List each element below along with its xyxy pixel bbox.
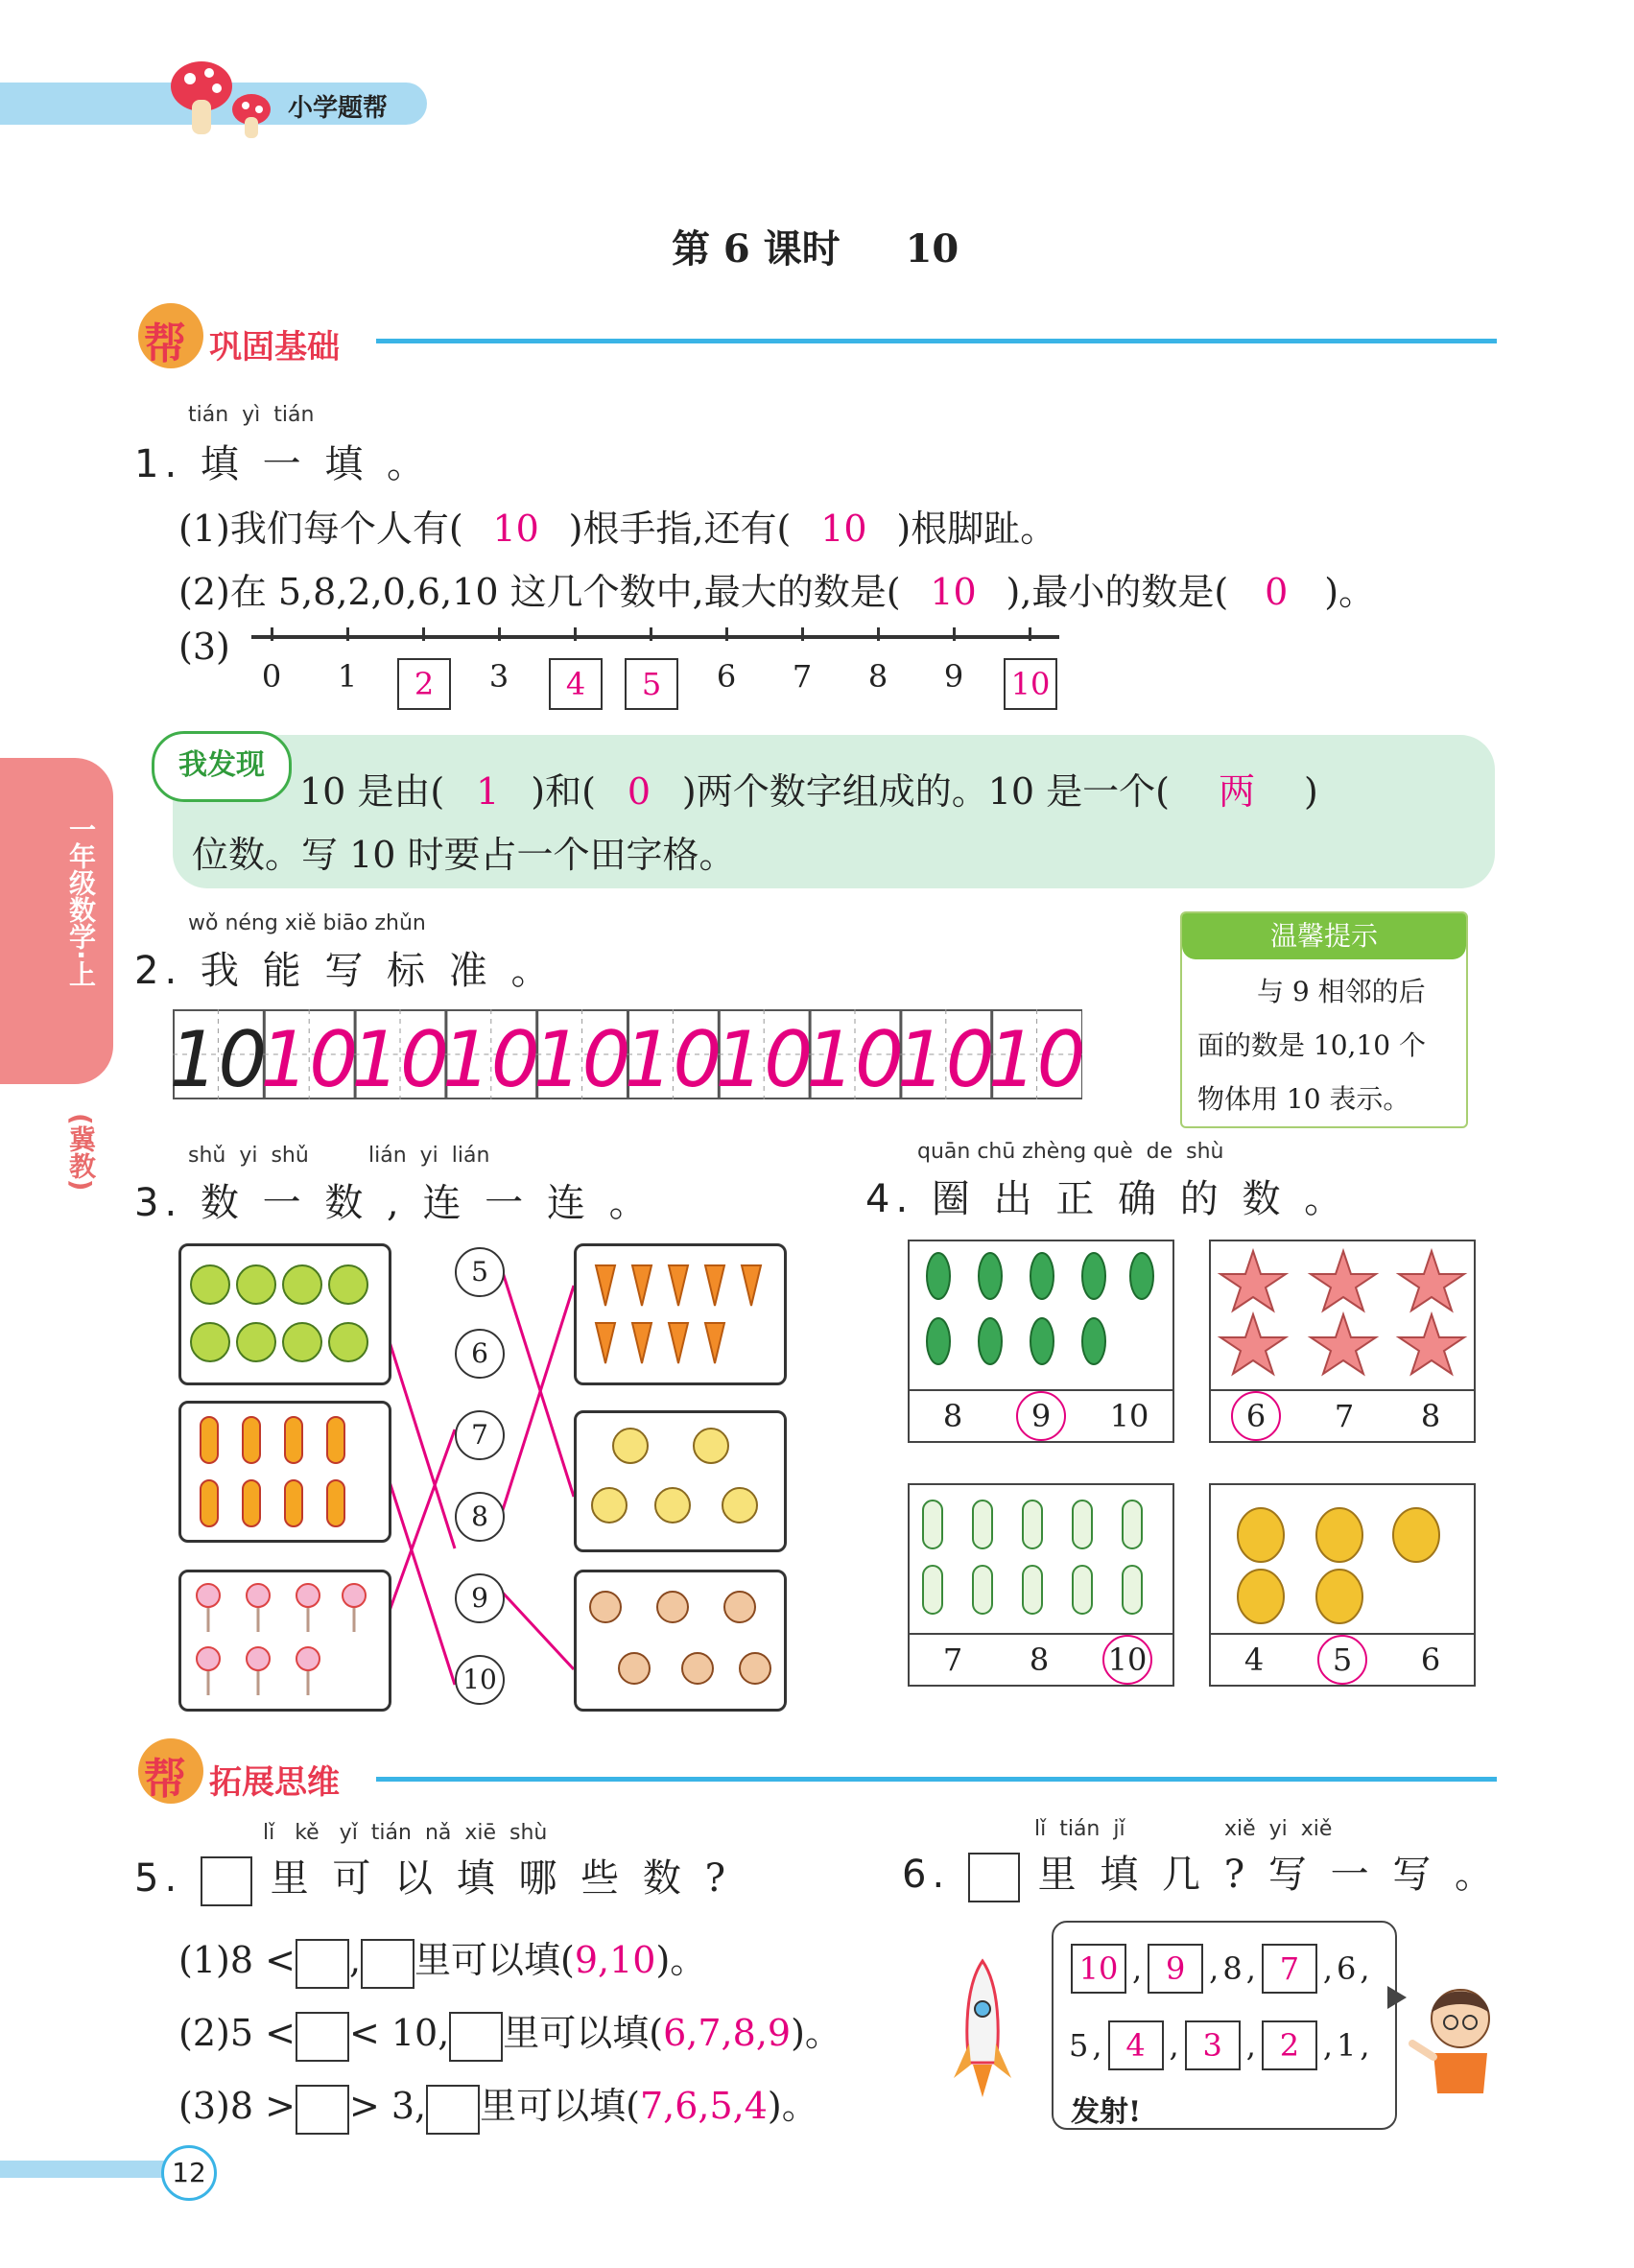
- written-digit: 10: [896, 1015, 995, 1099]
- q1-heading: 1. 填 一 填 。: [134, 442, 432, 486]
- written-digit: 10: [806, 1015, 904, 1099]
- q4-options: [1211, 1633, 1474, 1685]
- q5-part3: (3)8 > > 3, 里可以填(7,6,5,4)。: [178, 2076, 818, 2135]
- q5-pinyin: lǐ kě yǐ tián nǎ xiē shù: [263, 1821, 548, 1845]
- section-title: 巩固基础: [209, 328, 340, 366]
- separator: ,: [1209, 1950, 1220, 1987]
- answer: 10: [930, 571, 977, 613]
- number-line-answer-box: 10: [1006, 658, 1054, 710]
- boy-illustration: [1407, 1980, 1503, 2095]
- q4-card-pineapples: [1209, 1483, 1476, 1687]
- blank-box: [296, 1939, 349, 1989]
- discover-line1: 10 是由( 1 )和( 0 )两个数字组成的。10 是一个( 两 ): [299, 770, 1318, 813]
- separator: ,: [1245, 2027, 1256, 2064]
- number-line-answer-box: 2: [399, 658, 447, 710]
- blank-box: [296, 2012, 349, 2062]
- q4-options: [910, 1389, 1172, 1441]
- option[interactable]: 7: [942, 1642, 963, 1678]
- discover-badge: 我发现: [152, 731, 292, 802]
- option[interactable]: 7: [1334, 1398, 1355, 1434]
- circled-option[interactable]: 10: [1102, 1635, 1152, 1685]
- option[interactable]: 8: [1029, 1642, 1050, 1678]
- separator: ,: [1322, 2027, 1334, 2064]
- number-line-label: 3: [488, 658, 509, 695]
- written-digit: 10: [260, 1015, 359, 1099]
- q6-pinyin-b: xiě yi xiě: [1224, 1817, 1333, 1841]
- written-digit: 10: [173, 1015, 268, 1099]
- balls-panel: [178, 1243, 391, 1385]
- separator: ,: [1245, 1950, 1256, 1987]
- option[interactable]: 8: [1420, 1398, 1441, 1434]
- q1-part2: (2)在 5,8,2,0,6,10 这几个数中,最大的数是( 10 ),最小的数是( 0 )。: [178, 571, 1376, 613]
- page-number: 12: [161, 2145, 217, 2201]
- option[interactable]: 8: [942, 1398, 963, 1434]
- sequence-number: 1: [1337, 2027, 1357, 2064]
- blank-box: [296, 2085, 349, 2135]
- bubble-tail: [1387, 1986, 1407, 2009]
- brand-name: 小学题帮: [288, 94, 389, 123]
- answer-box: 7: [1262, 1944, 1317, 1994]
- number-line-answer-box: 5: [627, 658, 675, 710]
- number-line-label: 0: [261, 658, 282, 695]
- answer: 10: [820, 508, 867, 550]
- number-circle[interactable]: 9: [455, 1573, 505, 1623]
- number-circle[interactable]: 7: [455, 1410, 505, 1460]
- side-tab-label: 一年级数学·上: [65, 815, 97, 987]
- lesson-topic: 10: [905, 226, 959, 272]
- written-digit: 10: [533, 1015, 631, 1099]
- separator: ,: [1169, 2027, 1179, 2064]
- circled-option[interactable]: 9: [1016, 1391, 1066, 1441]
- separator: ,: [1322, 1950, 1334, 1987]
- tip-text-1: 与 9 相邻的后: [1257, 976, 1426, 1007]
- q6-pinyin-a: lǐ tián jǐ: [1034, 1817, 1125, 1841]
- q6-row2: [1069, 2020, 1374, 2070]
- circled-option[interactable]: 5: [1317, 1635, 1367, 1685]
- option[interactable]: 4: [1243, 1642, 1265, 1678]
- number-line-label: 9: [943, 658, 964, 695]
- q1-text: 填 一 填 。: [200, 442, 432, 486]
- q1-part1: (1)我们每个人有( 10 )根手指,还有( 10 )根脚趾。: [178, 508, 1057, 550]
- written-digit: 10: [351, 1015, 449, 1099]
- sequence-number: 5: [1069, 2027, 1089, 2064]
- number-line-label: 6: [716, 658, 737, 695]
- seahorses-panel: [178, 1401, 391, 1543]
- blank-box: [449, 2012, 503, 2062]
- q5-part1: (1)8 < , 里可以填(9,10)。: [178, 1930, 706, 1989]
- launch-text: 发射!: [1071, 2095, 1142, 2129]
- q2-heading: 2. 我 能 写 标 准 。: [134, 949, 556, 993]
- number-line-label: 7: [792, 658, 813, 695]
- q6-heading: 6. 里 填 几 ? 写 一 写 。: [902, 1844, 1499, 1902]
- number-line-label: 1: [337, 658, 358, 695]
- written-digit: 10: [987, 1015, 1082, 1099]
- dolls-panel: [574, 1570, 787, 1712]
- q4-pinyin: quān chū zhèng què de shù: [917, 1140, 1224, 1164]
- number-circle[interactable]: 6: [455, 1329, 505, 1379]
- tip-text-2: 面的数是 10,10 个: [1197, 1029, 1426, 1061]
- sequence-number: 6: [1337, 1950, 1357, 1987]
- written-digit: 10: [441, 1015, 540, 1099]
- separator: ,: [1092, 2027, 1102, 2064]
- sequence-number: 8: [1222, 1950, 1243, 1987]
- q4-options: [1211, 1389, 1474, 1441]
- q4-card-starfish: [1209, 1240, 1476, 1443]
- written-digit: 10: [715, 1015, 814, 1099]
- answer-box: 3: [1185, 2020, 1241, 2070]
- answer-box: 4: [1108, 2020, 1164, 2070]
- q3-pinyin-a: shǔ yi shǔ: [188, 1144, 309, 1168]
- separator: ,: [1360, 1950, 1370, 1987]
- discover-line2: 位数。写 10 时要占一个田字格。: [192, 834, 736, 876]
- side-tab-edition: (冀教): [65, 1113, 97, 1192]
- number-line-label: 8: [867, 658, 888, 695]
- circled-option[interactable]: 6: [1231, 1391, 1281, 1441]
- section-title: 拓展思维: [209, 1763, 340, 1802]
- section-rule: [376, 1777, 1497, 1782]
- q4-options: [910, 1633, 1172, 1685]
- bang-char: 帮: [144, 1755, 186, 1804]
- answer: 10: [492, 508, 539, 550]
- tip-title: 温馨提示: [1182, 913, 1466, 959]
- written-digit: 10: [624, 1015, 722, 1099]
- q6-row1: [1069, 1944, 1374, 1994]
- option[interactable]: 10: [1109, 1398, 1149, 1434]
- lollipops-panel: [178, 1570, 391, 1712]
- cats-panel: [574, 1410, 787, 1552]
- q4-card-parrots: [908, 1240, 1174, 1443]
- answer-box: 2: [1262, 2020, 1317, 2070]
- answer: 0: [1265, 571, 1289, 613]
- number-circle[interactable]: 10: [455, 1655, 505, 1705]
- tip-text-3: 物体用 10 表示。: [1197, 1083, 1410, 1115]
- q3-heading: 3. 数 一 数 , 连 一 连 。: [134, 1181, 653, 1225]
- number-line-answer-box: 4: [551, 658, 599, 710]
- separator: ,: [1132, 1950, 1143, 1987]
- blank-box: [426, 2085, 480, 2135]
- q4-card-radishes: [908, 1483, 1174, 1687]
- q1-pinyin: tián yì tián: [188, 403, 315, 427]
- separator: ,: [1360, 2027, 1370, 2064]
- lesson-label: 第 6 课时: [672, 226, 841, 272]
- carrots-panel: [574, 1243, 787, 1385]
- q5-part2: (2)5 < < 10, 里可以填(6,7,8,9)。: [178, 2003, 841, 2062]
- q1-part3-label: (3): [178, 626, 230, 668]
- rocket-illustration: [944, 1957, 1021, 2101]
- answer-box: 10: [1071, 1944, 1126, 1994]
- q2-pinyin: wǒ néng xiě biāo zhǔn: [188, 911, 426, 935]
- q4-heading: 4. 圈 出 正 确 的 数 。: [865, 1177, 1349, 1221]
- blank-box: [201, 1856, 252, 1906]
- option[interactable]: 6: [1420, 1642, 1441, 1678]
- section-header-expand: [138, 1738, 426, 1806]
- q5-heading: 5. 里 可 以 填 哪 些 数 ?: [134, 1848, 731, 1906]
- bang-char: 帮: [144, 319, 186, 368]
- number-circle[interactable]: 8: [455, 1492, 505, 1542]
- answer-box: 9: [1148, 1944, 1203, 1994]
- blank-box: [968, 1853, 1020, 1902]
- q3-pinyin-b: lián yi lián: [368, 1144, 490, 1168]
- blank-box: [361, 1939, 414, 1989]
- number-circle[interactable]: 5: [455, 1247, 505, 1297]
